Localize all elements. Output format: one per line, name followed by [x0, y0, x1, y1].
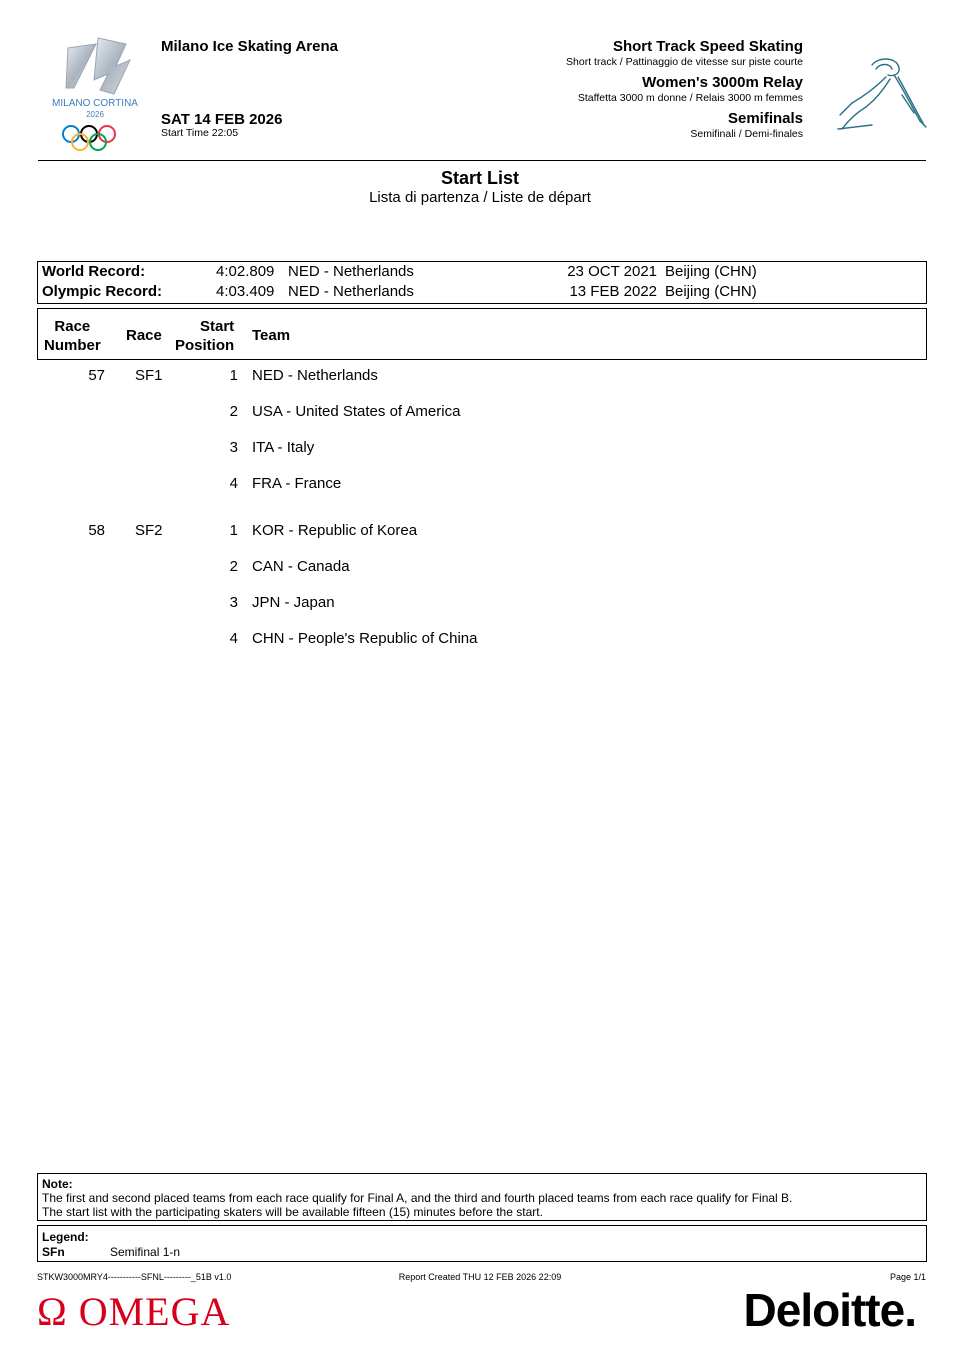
start-position: 2 — [229, 558, 238, 575]
page-number: Page 1/1 — [889, 1272, 926, 1282]
note-line: The first and second placed teams from each race qualify for Final A, and the third and fourth placed teams from each race qualify for Final B. — [42, 1191, 793, 1205]
start-position: 4 — [229, 630, 238, 647]
start-position: 3 — [229, 439, 238, 456]
start-time: Start Time 22:05 — [161, 127, 239, 139]
document-subtitle: Lista di partenza / Liste de départ — [369, 189, 591, 206]
table-header — [37, 308, 927, 360]
games-logo — [38, 30, 153, 158]
note-box — [37, 1173, 927, 1221]
team-name: CAN - Canada — [252, 558, 350, 575]
legend-title: Legend: — [42, 1230, 89, 1244]
note-line: The start list with the participating skaters will be available fifteen (15) minutes before the start. — [42, 1205, 543, 1219]
column-header-race-number — [44, 317, 101, 355]
team-name: USA - United States of America — [252, 403, 461, 420]
race-code: SF2 — [135, 522, 163, 539]
team-name: CHN - People's Republic of China — [252, 630, 478, 647]
record-time: 4:02.809 — [216, 263, 275, 280]
logo-text: MILANO CORTINA — [52, 98, 138, 109]
record-label: Olympic Record: — [42, 283, 163, 300]
record-label: World Record: — [42, 263, 146, 280]
olympic-record-row — [38, 283, 926, 303]
start-position: 1 — [229, 522, 238, 539]
sport-translation: Short track / Pattinaggio de vitesse sur piste courte — [566, 56, 803, 68]
report-code: STKW3000MRY4-----------SFNL---------_51B v1.0 — [37, 1272, 232, 1282]
document-title: Start List — [440, 168, 519, 188]
race-number: 58 — [88, 522, 105, 539]
header-line: Race — [54, 318, 91, 335]
team-name: FRA - France — [252, 475, 342, 492]
logo-year: 2026 — [86, 110, 104, 119]
legend-box — [37, 1225, 927, 1262]
event-date: SAT 14 FEB 2026 — [161, 111, 283, 128]
start-position: 1 — [229, 367, 238, 384]
header-line: Number — [44, 337, 101, 354]
team-name: JPN - Japan — [252, 594, 335, 611]
record-time: 4:03.409 — [216, 283, 275, 300]
milano-cortina-emblem-icon — [38, 30, 153, 158]
record-date: 13 FEB 2022 — [569, 283, 657, 300]
short-track-pictogram-icon — [836, 55, 928, 135]
event-translation: Staffetta 3000 m donne / Relais 3000 m femmes — [577, 92, 803, 104]
venue-name: Milano Ice Skating Arena — [161, 38, 338, 55]
start-position: 2 — [229, 403, 238, 420]
omega-logo: Ω OMEGA — [37, 1289, 231, 1334]
column-header-team: Team — [252, 327, 291, 344]
record-team: NED - Netherlands — [288, 283, 414, 300]
record-place: Beijing (CHN) — [665, 283, 757, 300]
column-header-start-position — [175, 317, 234, 355]
sport-name: Short Track Speed Skating — [612, 38, 803, 55]
record-place: Beijing (CHN) — [665, 263, 757, 280]
team-name: ITA - Italy — [252, 439, 315, 456]
report-created: Report Created THU 12 FEB 2026 22:09 — [398, 1272, 562, 1282]
race-number: 57 — [88, 367, 105, 384]
world-record-row — [38, 263, 926, 283]
records-box — [37, 261, 927, 304]
race-code: SF1 — [135, 367, 163, 384]
phase-translation: Semifinali / Demi-finales — [690, 128, 803, 140]
event-name: Women's 3000m Relay — [642, 74, 803, 91]
header-line: Start — [199, 318, 235, 335]
deloitte-logo: Deloitte. — [743, 1284, 916, 1336]
note-title: Note: — [42, 1177, 73, 1191]
start-position: 3 — [229, 594, 238, 611]
event-info — [566, 38, 803, 146]
column-header-race: Race — [126, 327, 162, 344]
header-line: Position — [175, 337, 235, 354]
start-position: 4 — [229, 475, 238, 492]
phase-name: Semifinals — [727, 110, 803, 127]
legend-description: Semifinal 1-n — [110, 1245, 181, 1259]
team-name: KOR - Republic of Korea — [252, 522, 418, 539]
legend-code: SFn — [42, 1245, 65, 1259]
team-name: NED - Netherlands — [252, 367, 378, 384]
record-date: 23 OCT 2021 — [567, 263, 657, 280]
header-divider — [38, 160, 926, 161]
record-team: NED - Netherlands — [288, 263, 414, 280]
